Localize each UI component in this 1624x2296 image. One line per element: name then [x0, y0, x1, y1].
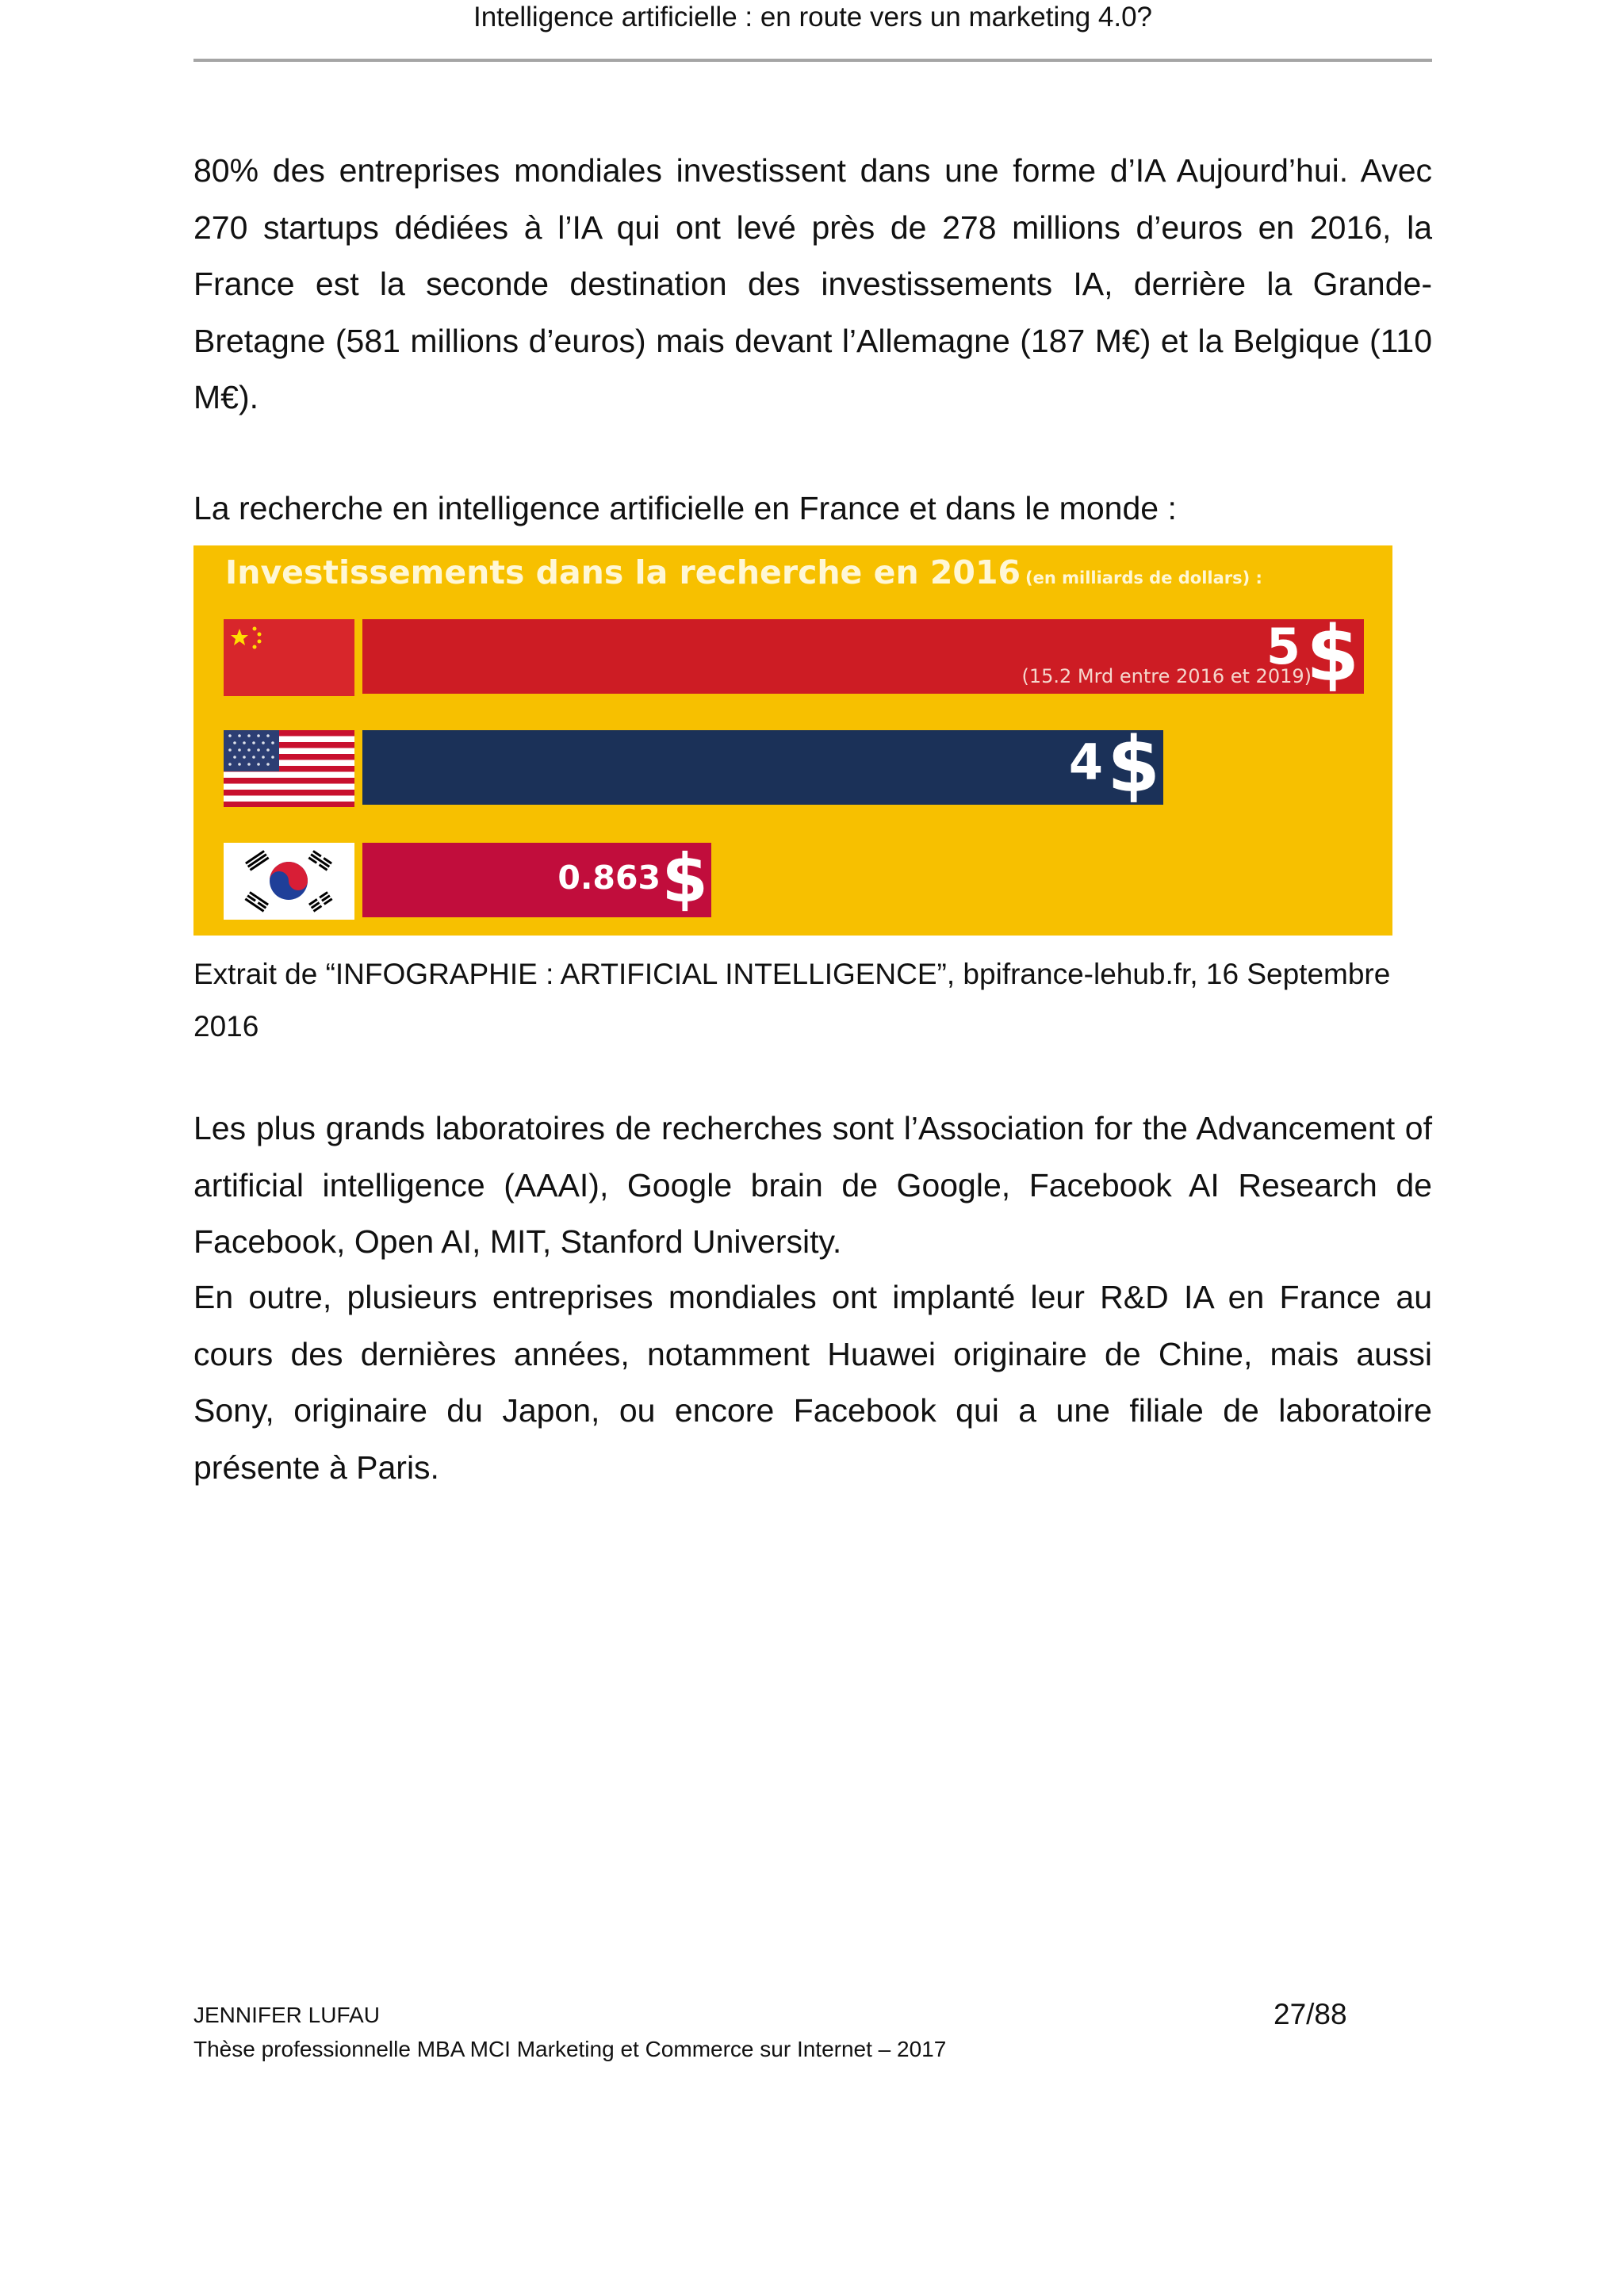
footer-author: JENNIFER LUFAU [193, 2003, 380, 2027]
bar-china [362, 610, 1364, 698]
footer-thesis: Thèse professionnelle MBA MCI Marketing et Commerce sur Internet – 2017 [193, 2037, 947, 2061]
infographic-title-text: Investissements dans la recherche en 2016 [225, 553, 1021, 591]
dollar-sign-icon: $ [1306, 610, 1359, 698]
dollar-sign-icon: $ [1107, 721, 1160, 809]
figure-caption: Extrait de “INFOGRAPHIE : ARTIFICIAL INTELLIGENCE”, bpifrance-lehub.fr, 16 Septembre 2016 [193, 958, 1391, 1043]
infographic-research-investment [193, 545, 1392, 936]
infographic-subtitle: (en milliards de dollars) : [1025, 568, 1262, 587]
dollar-sign-icon: $ [661, 840, 708, 917]
usa-flag [224, 730, 354, 807]
paragraph-companies: En outre, plusieurs entreprises mondiales ont implanté leur R&D IA en France au cours des dernières années, notamment Huawei originaire de Chine, mais aussi Sony, originaire du Japon, ou encore Facebook qui a une filiale de laboratoire présente à Paris. [193, 1279, 1432, 1486]
bar-usa-value: 4 [1068, 733, 1103, 791]
page-number: 27/88 [1274, 1998, 1347, 2030]
running-header [193, 0, 1432, 62]
infographic-title [225, 553, 1262, 591]
bar-usa [362, 721, 1163, 809]
paragraph-lead: La recherche en intelligence artificielle en France et dans le monde : [193, 490, 1177, 526]
bar-china-value: 5 [1266, 618, 1300, 675]
south-korea-flag [224, 843, 354, 920]
paragraph-investments: 80% des entreprises mondiales investissent dans une forme d’IA Aujourd’hui. Avec 270 startups dédiées à l’IA qui ont levé près de 278 millions d’euros en 2016, la France est la seconde destination des investissements IA, derrière la Grande-Bretagne (581 millions d’euros) mais devant l’Allemagne (187 M€) et la Belgique (110 M€). [193, 152, 1432, 415]
china-flag [224, 619, 354, 696]
running-header-title: Intelligence artificielle : en route vers un marketing 4.0? [473, 2, 1152, 33]
paragraph-labs: Les plus grands laboratoires de recherches sont l’Association for the Advancement of artificial intelligence (AAAI), Google brain de Google, Facebook AI Research de Facebook, Open AI, MIT, Stanford University. [193, 1110, 1432, 1260]
bar-south-korea [362, 840, 711, 917]
bar-china-note: (15.2 Mrd entre 2016 et 2019) [1021, 665, 1312, 687]
bar-south-korea-value: 0.863 [557, 859, 661, 897]
